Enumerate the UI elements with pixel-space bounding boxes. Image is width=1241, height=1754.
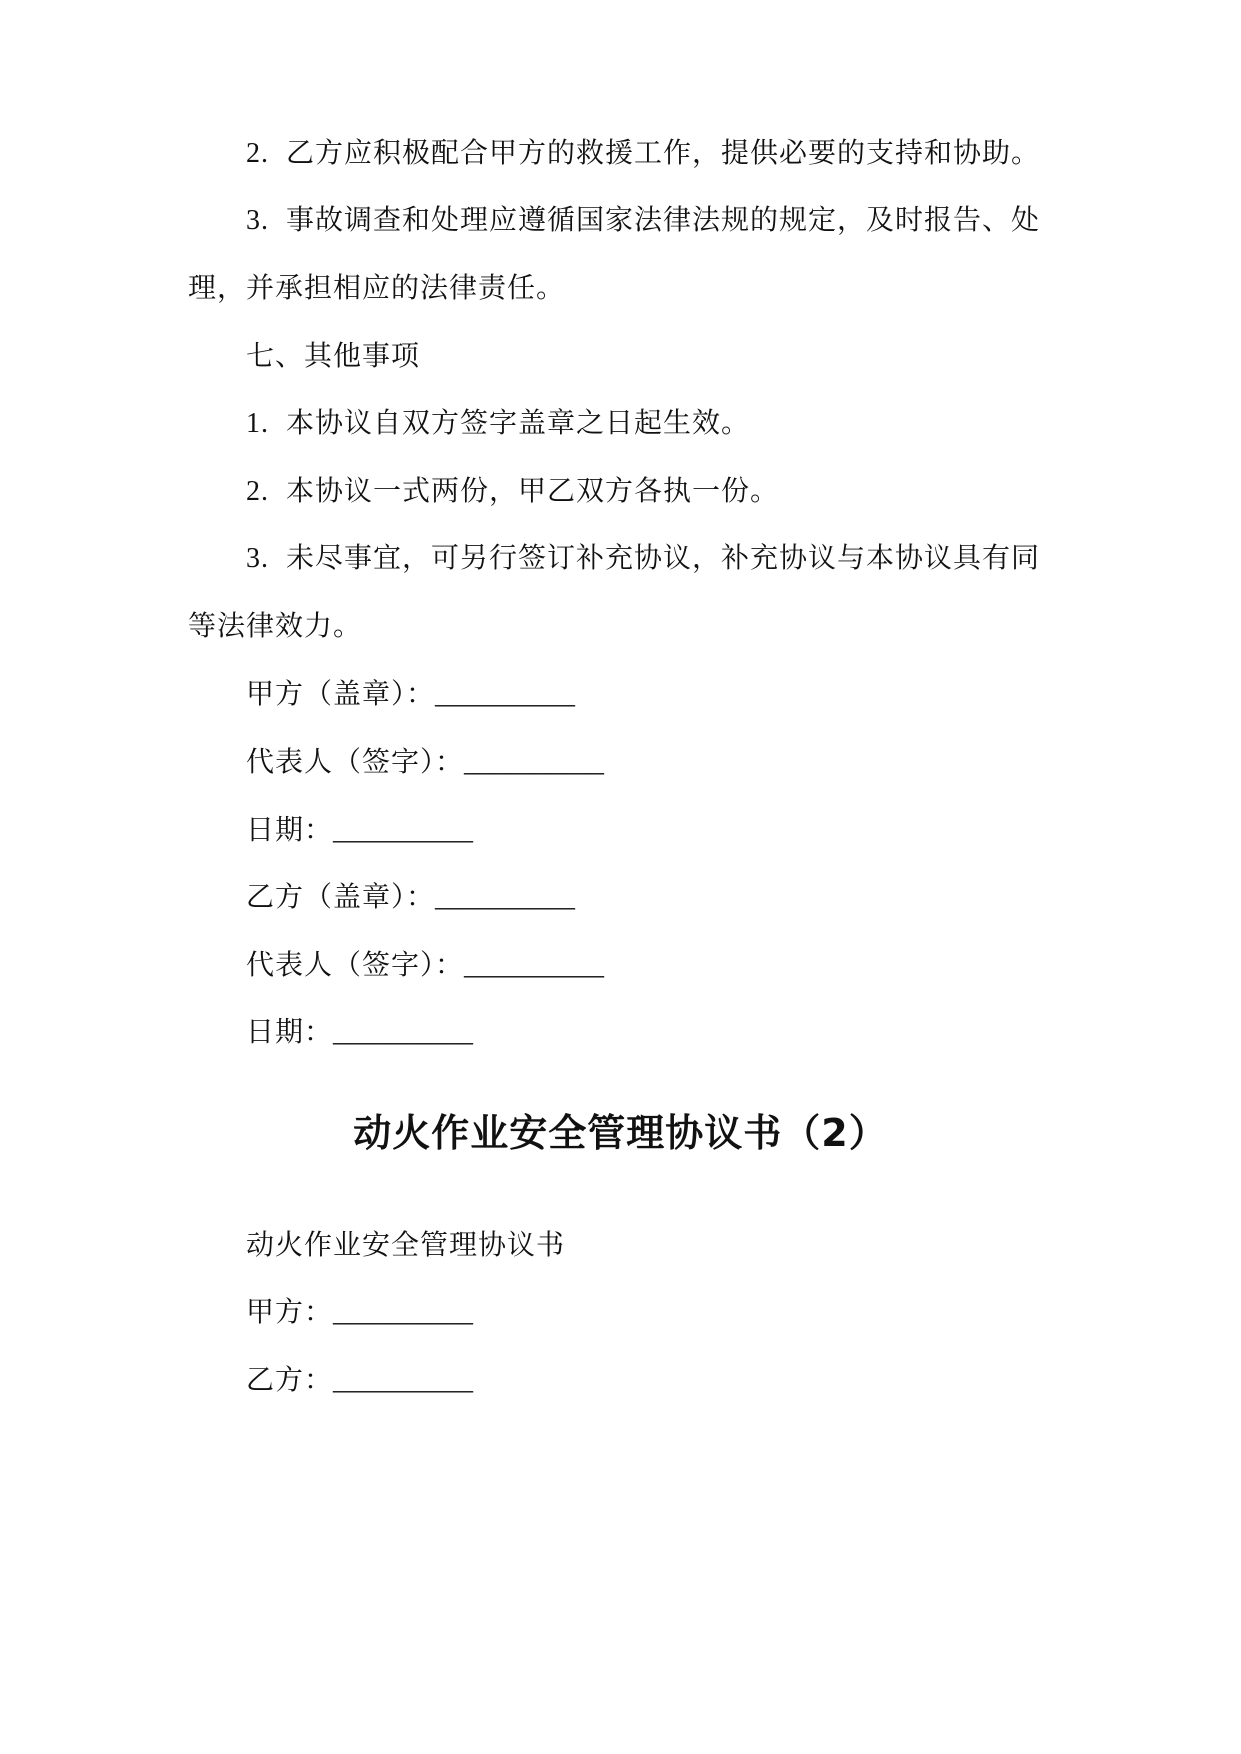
clause-number: 2. (246, 138, 269, 169)
clause-text-continued: 理，并承担相应的法律责任。 (188, 271, 566, 304)
doc2-party-b-label: 乙方： (246, 1363, 334, 1396)
party-b-rep-line (246, 945, 604, 986)
clause-6-3 (246, 200, 1040, 241)
party-a-rep-line (246, 742, 604, 783)
clause-7-1 (246, 403, 750, 444)
party-a-seal-blank: __________ (435, 679, 576, 710)
party-a-rep-label: 代表人（签字）： (246, 745, 465, 778)
doc2-party-a-blank: __________ (333, 1297, 474, 1328)
doc2-party-a-label: 甲方： (246, 1295, 334, 1328)
clause-7-3 (246, 538, 1040, 579)
clause-text: 事故调查和处理应遵循国家法律法规的规定，及时报告、处 (286, 203, 1041, 236)
section-7-title: 七、其他事项 (246, 339, 421, 372)
party-a-seal-line (246, 674, 575, 715)
clause-text: 本协议自双方签字盖章之日起生效。 (286, 406, 751, 439)
doc2-party-a-line (246, 1292, 473, 1333)
document-2-heading: 动火作业安全管理协议书（2） (353, 1111, 888, 1155)
clause-number: 3. (246, 543, 269, 574)
document-2-subtitle: 动火作业安全管理协议书 (246, 1228, 566, 1261)
clause-text: 本协议一式两份，甲乙双方各执一份。 (286, 474, 780, 507)
clause-number: 1. (246, 408, 269, 439)
party-b-seal-blank: __________ (435, 882, 576, 913)
party-a-date-blank: __________ (333, 815, 474, 846)
doc2-party-b-blank: __________ (333, 1365, 474, 1396)
party-b-date-blank: __________ (333, 1017, 474, 1048)
party-a-date-line (246, 810, 473, 851)
clause-7-2 (246, 471, 779, 512)
clause-number: 2. (246, 476, 269, 507)
party-b-rep-blank: __________ (464, 950, 605, 981)
clause-6-2 (246, 133, 1040, 174)
party-a-rep-blank: __________ (464, 747, 605, 778)
party-b-date-line (246, 1012, 473, 1053)
party-b-date-label: 日期： (246, 1015, 334, 1048)
clause-number: 3. (246, 205, 269, 236)
clause-6-3-continued (188, 268, 565, 308)
clause-text-continued: 等法律效力。 (188, 609, 363, 642)
party-a-date-label: 日期： (246, 813, 334, 846)
party-b-seal-label: 乙方（盖章）： (246, 880, 436, 913)
doc2-party-b-line (246, 1360, 473, 1401)
clause-7-3-continued (188, 606, 362, 646)
clause-text: 乙方应积极配合甲方的救援工作，提供必要的支持和协助。 (286, 136, 1041, 169)
party-b-seal-line (246, 877, 575, 918)
party-a-seal-label: 甲方（盖章）： (246, 677, 436, 710)
clause-text: 未尽事宜，可另行签订补充协议，补充协议与本协议具有同 (286, 541, 1041, 574)
party-b-rep-label: 代表人（签字）： (246, 948, 465, 981)
